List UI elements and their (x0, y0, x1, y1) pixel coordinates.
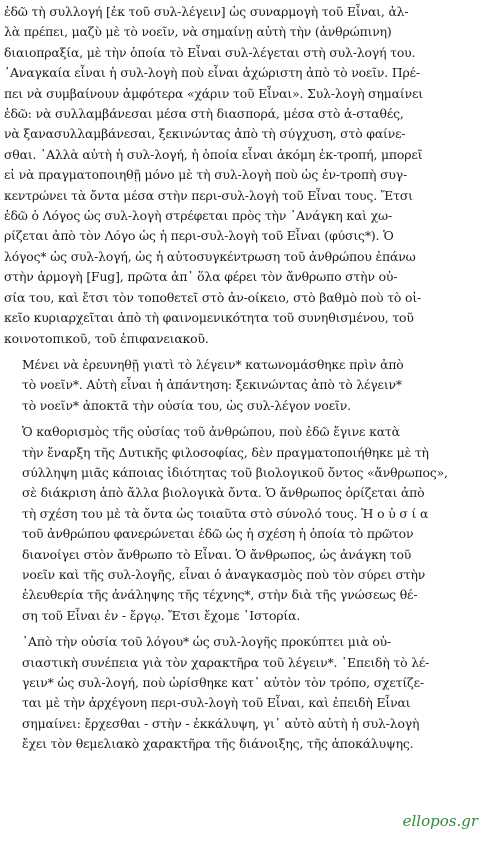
text-line: σία του, καὶ ἔτσι τὸν τοποθετεῖ στὸ ἀν-οίκειο, στὸ βαθμὸ ποὺ τὸ οἰ- (4, 289, 422, 305)
text-line: σύλληψη μιᾶς κάποιας ἰδιότητας τοῦ βιολογικοῦ ὄντος «ἄνθρωπος», (22, 464, 448, 480)
text-line: λὰ πρέπει, μαζὺ μὲ τὸ νοεῖν, νὰ σημαίνῃ αὐτὴ τὴν (ἀνθρώπινη) (4, 24, 392, 40)
paragraph-3 (4, 422, 490, 626)
text-line: σιαστικὴ συνέπεια γιὰ τὸν χαρακτῆρα τοῦ λέγειν*. ᾿Επειδὴ τὸ λέ- (22, 654, 430, 670)
text-line: τὸ νοεῖν* ἀποκτᾶ τὴν οὐσία του, ὡς συλ-λέγον νοεῖν. (22, 397, 351, 413)
text-line: κοινοτοπικοῦ, τοῦ ἐπιφανειακοῦ. (4, 330, 209, 346)
text-line: στὴν ἁρμογὴ [Fug], πρῶτα ἀπ᾿ ὅλα φέρει τὸν ἄνθρωπο στὴν οὐ- (4, 269, 398, 285)
text-line: τὴν ἔναρξη τῆς Δυτικῆς φιλοσοφίας, δὲν πραγματοποιήθηκε μὲ τὴ (22, 444, 429, 460)
text-line: τὸ νοεῖν*. Αὐτὴ εἶναι ἡ ἀπάντηση: ξεκινώντας ἀπὸ τὸ λέγειν* (22, 377, 402, 393)
text-line: ἐδῶ τὴ συλλογή [ἐκ τοῦ συλ-λέγειν] ὡς συναρμογὴ τοῦ Εἶναι, ἀλ- (4, 4, 409, 19)
paragraph-2 (4, 355, 490, 416)
text-line: ἐλευθερία τῆς ἀνάληψης τῆς τέχνης*, στὴν διὰ τῆς γνώσεως θέ- (22, 587, 418, 603)
watermark-ellopos[interactable]: ellopos.gr (402, 812, 478, 830)
text-line: νοεῖν καὶ τῆς συλ-λογῆς, εἶναι ὁ ἀναγκασμὸς ποὺ τὸν σύρει στὴν (22, 566, 426, 582)
text-line: σὲ διάκριση ἀπὸ ἄλλα βιολογικὰ ὄντα. Ὁ ἄνθρωπος ὁρίζεται ἀπὸ (22, 485, 425, 501)
text-line: γειν* ὡς συλ-λογή, ποὺ ὡρίσθηκε κατ᾿ αὐτὸν τὸν τρόπο, σχετίζε- (22, 675, 424, 690)
text-line: ται μὲ τὴν ἀρχέγονη περι-συλ-λογὴ τοῦ Εἶναι, καὶ ἐπειδὴ Εἶναι (22, 695, 411, 711)
text-line: ρίζεται ἀπὸ τὸν Λόγο ὡς ἡ περι-συλ-λογὴ τοῦ Εἶναι (φύσις*). Ὁ (4, 228, 394, 244)
text-line: τοῦ ἀνθρώπου φανερώνεται ἐδῶ ὡς ἡ σχέση ἡ ὁποία τὸ πρῶτον (22, 526, 414, 542)
text-line: εἰ νὰ πραγματοποιηθῇ μόνο μὲ τὴ συλ-λογὴ ποὺ ὡς ἐν-τροπὴ συγ- (4, 167, 408, 183)
document-page (4, 2, 490, 755)
paragraph-4 (4, 632, 490, 754)
text-line: σημαίνει: ἔρχεσθαι - στὴν - ἐκκάλυψη, γι᾿ αὐτὸ αὐτὴ ἡ συλ-λογὴ (22, 715, 420, 731)
text-line: τὴ σχέση του μὲ τὰ ὄντα ὡς τοιαῦτα στὸ σύνολό τους. Ἡ ο ὐ σ ί α (22, 505, 429, 521)
text-line: κεῖο κυριαρχεῖται ἀπὸ τὴ φαινομενικότητα τοῦ συνηθισμένου, τοῦ (4, 310, 414, 326)
text-line: Μένει νὰ ἐρευνηθῇ γιατὶ τὸ λέγειν* κατωνομάσθηκε πρὶν ἀπὸ (22, 356, 404, 372)
text-line: νὰ ξανασυλλαμβάνεσαι, ξεκινώντας ἀπὸ τὴ σύγχυση, στὸ φαίνε- (4, 126, 406, 142)
text-line: ση τοῦ Εἶναι ἐν - ἔργῳ. Ἔτσι ἔχομε ῾Ιστορία. (22, 607, 301, 623)
text-line: ᾿Απὸ τὴν οὐσία τοῦ λόγου* ὡς συλ-λογῆς προκύπτει μιὰ οὐ- (22, 634, 392, 650)
text-line: ἐδῶ: νὰ συλλαμβάνεσαι μέσα στὴ διασπορά, μέσα στὸ ἀ-σταθές, (4, 106, 404, 122)
text-line: λόγος* ὡς συλ-λογή, ὡς ἡ αὐτοσυγκέντρωση τοῦ ἀνθρώπου ἐπάνω (4, 248, 416, 264)
text-line: ἔχει τὸν θεμελιακὸ χαρακτῆρα τῆς διάνοιξης, τῆς ἀποκάλυψης. (22, 736, 414, 752)
text-line: σθαι. ᾿Αλλὰ αὐτὴ ἡ συλ-λογή, ἡ ὁποία εἶναι ἀκόμη ἐκ-τροπή, μπορεῖ (4, 146, 423, 162)
text-line: διανοίγει στὸν ἄνθρωπο τὸ Εἶναι. Ὁ ἄνθρωπος, ὡς ἀνάγκη τοῦ (22, 546, 412, 562)
text-line: κεντρώνει τὰ ὄντα μέσα στὴν περι-συλ-λογὴ τοῦ Εἶναι τους. Ἔτσι (4, 187, 413, 203)
text-line: ᾿Αναγκαία εἶναι ἡ συλ-λογὴ ποὺ εἶναι ἀχώριστη ἀπὸ τὸ νοεῖν. Πρέ- (4, 65, 420, 81)
text-line: διαιοπραξία, μὲ τὴν ὁποία τὸ Εἶναι συλ-λέγεται στὴ συλ-λογή του. (4, 44, 416, 60)
paragraph-1 (4, 2, 490, 349)
text-line: ἐδῶ ὁ Λόγος ὡς συλ-λογὴ στρέφεται πρὸς τὴν ᾿Ανάγκη καὶ χω- (4, 208, 393, 224)
text-line: πει νὰ συμβαίνουν ἀμφότερα «χάριν τοῦ Εἶναι». Συλ-λογὴ σημαίνει (4, 85, 423, 101)
text-line: Ὁ καθορισμὸς τῆς οὐσίας τοῦ ἀνθρώπου, ποὺ ἐδῶ ἔγινε κατὰ (22, 424, 400, 440)
